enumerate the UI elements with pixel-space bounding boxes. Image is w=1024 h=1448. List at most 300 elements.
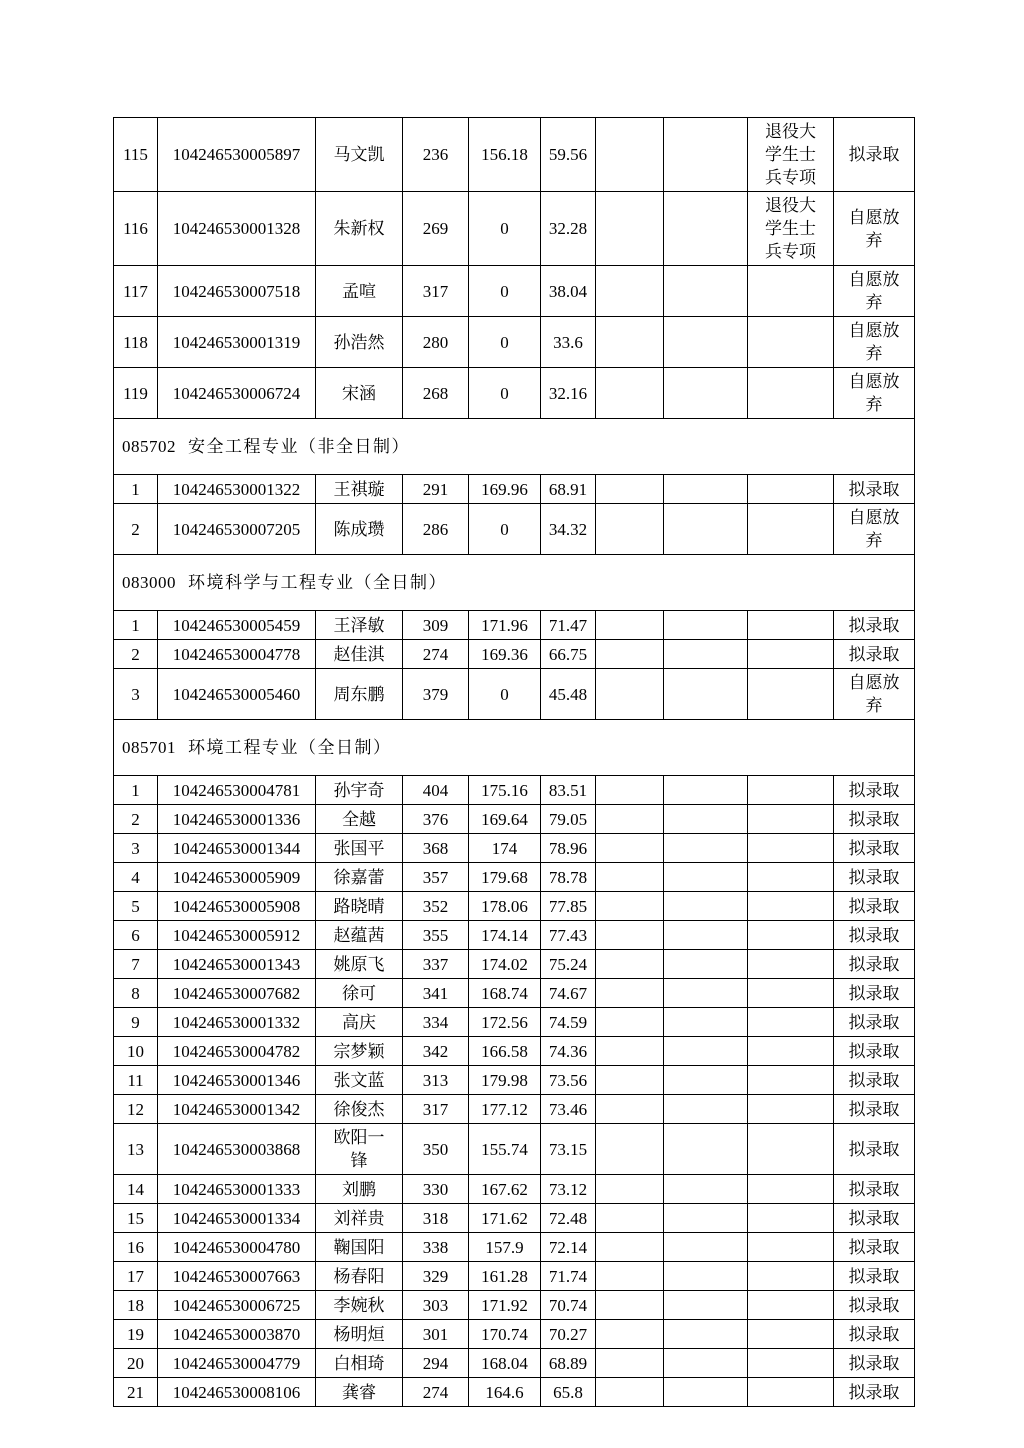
- cell-remark: [748, 950, 834, 979]
- cell-name: 赵蕴茜: [316, 921, 403, 950]
- cell-remark: [748, 979, 834, 1008]
- cell-weighted-score: 68.89: [541, 1349, 596, 1378]
- cell-result: 拟录取: [834, 1262, 915, 1291]
- cell-weighted-score: 79.05: [541, 805, 596, 834]
- cell-exam-id: 104246530006725: [158, 1291, 316, 1320]
- cell-initial-score: 318: [403, 1204, 469, 1233]
- cell-weighted-score: 78.78: [541, 863, 596, 892]
- cell-result: 拟录取: [834, 1175, 915, 1204]
- cell-empty-2: [664, 1124, 748, 1175]
- cell-name: 徐嘉蕾: [316, 863, 403, 892]
- cell-remark: [748, 1124, 834, 1175]
- cell-exam-id: 104246530001342: [158, 1095, 316, 1124]
- cell-result: 拟录取: [834, 1124, 915, 1175]
- cell-seq: 117: [114, 266, 158, 317]
- cell-retest-score: 178.06: [469, 892, 541, 921]
- cell-remark: [748, 1291, 834, 1320]
- section-header-row: [114, 555, 915, 611]
- cell-seq: 20: [114, 1349, 158, 1378]
- cell-seq: 8: [114, 979, 158, 1008]
- table-row: [114, 1095, 915, 1124]
- cell-exam-id: 104246530003868: [158, 1124, 316, 1175]
- cell-weighted-score: 73.12: [541, 1175, 596, 1204]
- cell-result: 自愿放弃: [834, 504, 915, 555]
- cell-exam-id: 104246530001319: [158, 317, 316, 368]
- cell-empty-1: [596, 892, 664, 921]
- cell-empty-1: [596, 950, 664, 979]
- cell-exam-id: 104246530004781: [158, 776, 316, 805]
- cell-seq: 2: [114, 640, 158, 669]
- cell-empty-1: [596, 805, 664, 834]
- cell-remark: [748, 776, 834, 805]
- cell-name: 全越: [316, 805, 403, 834]
- cell-retest-score: 174: [469, 834, 541, 863]
- cell-retest-score: 168.74: [469, 979, 541, 1008]
- cell-initial-score: 368: [403, 834, 469, 863]
- cell-result: 拟录取: [834, 921, 915, 950]
- cell-result: 拟录取: [834, 863, 915, 892]
- cell-empty-2: [664, 1037, 748, 1066]
- cell-empty-2: [664, 1204, 748, 1233]
- table-row: [114, 118, 915, 192]
- cell-empty-1: [596, 776, 664, 805]
- cell-retest-score: 175.16: [469, 776, 541, 805]
- cell-seq: 12: [114, 1095, 158, 1124]
- cell-weighted-score: 74.36: [541, 1037, 596, 1066]
- cell-name: 孙浩然: [316, 317, 403, 368]
- cell-exam-id: 104246530005912: [158, 921, 316, 950]
- cell-initial-score: 291: [403, 475, 469, 504]
- cell-result: 拟录取: [834, 1066, 915, 1095]
- cell-remark: [748, 805, 834, 834]
- cell-remark: [748, 475, 834, 504]
- cell-result: 拟录取: [834, 892, 915, 921]
- cell-empty-1: [596, 192, 664, 266]
- cell-seq: 1: [114, 776, 158, 805]
- cell-result: 拟录取: [834, 1095, 915, 1124]
- cell-name: 刘祥贵: [316, 1204, 403, 1233]
- section-program-code: 085701: [122, 738, 176, 757]
- cell-weighted-score: 33.6: [541, 317, 596, 368]
- cell-seq: 2: [114, 504, 158, 555]
- cell-weighted-score: 77.85: [541, 892, 596, 921]
- cell-initial-score: 268: [403, 368, 469, 419]
- cell-exam-id: 104246530007518: [158, 266, 316, 317]
- cell-empty-2: [664, 1349, 748, 1378]
- cell-empty-2: [664, 640, 748, 669]
- cell-name: 徐俊杰: [316, 1095, 403, 1124]
- cell-empty-1: [596, 118, 664, 192]
- cell-exam-id: 104246530007682: [158, 979, 316, 1008]
- table-row: [114, 1066, 915, 1095]
- cell-exam-id: 104246530001332: [158, 1008, 316, 1037]
- cell-empty-1: [596, 921, 664, 950]
- cell-initial-score: 341: [403, 979, 469, 1008]
- cell-remark: [748, 1233, 834, 1262]
- cell-weighted-score: 68.91: [541, 475, 596, 504]
- table-row: [114, 504, 915, 555]
- cell-initial-score: 236: [403, 118, 469, 192]
- cell-initial-score: 286: [403, 504, 469, 555]
- cell-exam-id: 104246530001328: [158, 192, 316, 266]
- table-row: [114, 1349, 915, 1378]
- cell-empty-2: [664, 834, 748, 863]
- cell-seq: 118: [114, 317, 158, 368]
- cell-result: 拟录取: [834, 776, 915, 805]
- cell-seq: 19: [114, 1320, 158, 1349]
- cell-exam-id: 104246530001346: [158, 1066, 316, 1095]
- cell-empty-2: [664, 979, 748, 1008]
- cell-empty-1: [596, 1008, 664, 1037]
- cell-empty-1: [596, 611, 664, 640]
- cell-name: 王祺璇: [316, 475, 403, 504]
- cell-initial-score: 274: [403, 1378, 469, 1407]
- cell-empty-1: [596, 1095, 664, 1124]
- section-header-cell: [114, 555, 915, 611]
- cell-empty-1: [596, 834, 664, 863]
- cell-initial-score: 376: [403, 805, 469, 834]
- table-row: [114, 892, 915, 921]
- table-row: [114, 1175, 915, 1204]
- cell-empty-2: [664, 1378, 748, 1407]
- table-row: [114, 475, 915, 504]
- cell-remark: [748, 863, 834, 892]
- cell-weighted-score: 74.59: [541, 1008, 596, 1037]
- cell-weighted-score: 45.48: [541, 669, 596, 720]
- cell-exam-id: 104246530004779: [158, 1349, 316, 1378]
- cell-empty-2: [664, 368, 748, 419]
- cell-initial-score: 355: [403, 921, 469, 950]
- cell-remark: [748, 1037, 834, 1066]
- cell-seq: 16: [114, 1233, 158, 1262]
- cell-remark: [748, 1378, 834, 1407]
- cell-empty-1: [596, 1233, 664, 1262]
- cell-result: 拟录取: [834, 475, 915, 504]
- cell-remark: [748, 368, 834, 419]
- cell-empty-1: [596, 979, 664, 1008]
- cell-empty-2: [664, 1233, 748, 1262]
- cell-exam-id: 104246530004780: [158, 1233, 316, 1262]
- section-program-code: 083000: [122, 573, 176, 592]
- cell-empty-2: [664, 1262, 748, 1291]
- cell-weighted-score: 34.32: [541, 504, 596, 555]
- table-row: [114, 1204, 915, 1233]
- cell-empty-1: [596, 1037, 664, 1066]
- cell-retest-score: 174.14: [469, 921, 541, 950]
- cell-retest-score: 156.18: [469, 118, 541, 192]
- cell-name: 龚睿: [316, 1378, 403, 1407]
- cell-name: 朱新权: [316, 192, 403, 266]
- cell-name: 徐可: [316, 979, 403, 1008]
- cell-retest-score: 169.36: [469, 640, 541, 669]
- cell-empty-1: [596, 640, 664, 669]
- cell-remark: [748, 669, 834, 720]
- cell-empty-1: [596, 669, 664, 720]
- cell-weighted-score: 75.24: [541, 950, 596, 979]
- cell-empty-1: [596, 368, 664, 419]
- table-row: [114, 950, 915, 979]
- section-header-cell: [114, 720, 915, 776]
- cell-empty-2: [664, 1008, 748, 1037]
- cell-seq: 13: [114, 1124, 158, 1175]
- cell-result: 拟录取: [834, 640, 915, 669]
- cell-initial-score: 350: [403, 1124, 469, 1175]
- cell-initial-score: 337: [403, 950, 469, 979]
- cell-remark: [748, 1320, 834, 1349]
- cell-empty-2: [664, 504, 748, 555]
- cell-seq: 11: [114, 1066, 158, 1095]
- cell-initial-score: 357: [403, 863, 469, 892]
- cell-exam-id: 104246530005459: [158, 611, 316, 640]
- table-body: [114, 118, 915, 1407]
- table-row: [114, 1262, 915, 1291]
- table-row: [114, 979, 915, 1008]
- section-program-title: 环境科学与工程专业（全日制）: [188, 573, 447, 592]
- cell-weighted-score: 73.46: [541, 1095, 596, 1124]
- cell-exam-id: 104246530007205: [158, 504, 316, 555]
- table-row: [114, 1037, 915, 1066]
- cell-name: 孟喧: [316, 266, 403, 317]
- cell-remark: [748, 834, 834, 863]
- cell-seq: 3: [114, 669, 158, 720]
- cell-seq: 18: [114, 1291, 158, 1320]
- cell-initial-score: 301: [403, 1320, 469, 1349]
- cell-weighted-score: 73.15: [541, 1124, 596, 1175]
- cell-retest-score: 171.92: [469, 1291, 541, 1320]
- cell-empty-2: [664, 317, 748, 368]
- cell-empty-2: [664, 611, 748, 640]
- cell-empty-1: [596, 1378, 664, 1407]
- cell-result: 拟录取: [834, 1320, 915, 1349]
- cell-exam-id: 104246530006724: [158, 368, 316, 419]
- table-row: [114, 1378, 915, 1407]
- table-row: [114, 611, 915, 640]
- table-row: [114, 805, 915, 834]
- cell-retest-score: 172.56: [469, 1008, 541, 1037]
- cell-exam-id: 104246530001336: [158, 805, 316, 834]
- cell-weighted-score: 74.67: [541, 979, 596, 1008]
- cell-result: 拟录取: [834, 1204, 915, 1233]
- cell-seq: 5: [114, 892, 158, 921]
- cell-result: 拟录取: [834, 1349, 915, 1378]
- cell-seq: 21: [114, 1378, 158, 1407]
- cell-weighted-score: 66.75: [541, 640, 596, 669]
- cell-initial-score: 329: [403, 1262, 469, 1291]
- cell-seq: 116: [114, 192, 158, 266]
- cell-empty-1: [596, 1175, 664, 1204]
- section-header-row: [114, 720, 915, 776]
- cell-initial-score: 303: [403, 1291, 469, 1320]
- cell-remark: [748, 611, 834, 640]
- cell-exam-id: 104246530001322: [158, 475, 316, 504]
- cell-empty-2: [664, 892, 748, 921]
- cell-name: 杨明烜: [316, 1320, 403, 1349]
- table-row: [114, 1124, 915, 1175]
- section-header-row: [114, 419, 915, 475]
- cell-seq: 14: [114, 1175, 158, 1204]
- cell-retest-score: 174.02: [469, 950, 541, 979]
- table-row: [114, 192, 915, 266]
- cell-empty-1: [596, 1320, 664, 1349]
- cell-retest-score: 171.62: [469, 1204, 541, 1233]
- cell-name: 周东鹏: [316, 669, 403, 720]
- cell-empty-2: [664, 1320, 748, 1349]
- cell-retest-score: 170.74: [469, 1320, 541, 1349]
- cell-name: 张文蓝: [316, 1066, 403, 1095]
- cell-result: 自愿放弃: [834, 317, 915, 368]
- cell-empty-2: [664, 950, 748, 979]
- cell-weighted-score: 72.14: [541, 1233, 596, 1262]
- table-row: [114, 921, 915, 950]
- cell-empty-1: [596, 504, 664, 555]
- cell-exam-id: 104246530001333: [158, 1175, 316, 1204]
- cell-name: 张国平: [316, 834, 403, 863]
- cell-weighted-score: 59.56: [541, 118, 596, 192]
- cell-remark: [748, 1066, 834, 1095]
- cell-remark: [748, 504, 834, 555]
- cell-empty-2: [664, 118, 748, 192]
- cell-name: 姚原飞: [316, 950, 403, 979]
- cell-initial-score: 317: [403, 266, 469, 317]
- cell-empty-1: [596, 863, 664, 892]
- cell-name: 陈成瓒: [316, 504, 403, 555]
- cell-empty-2: [664, 805, 748, 834]
- cell-exam-id: 104246530008106: [158, 1378, 316, 1407]
- cell-exam-id: 104246530004782: [158, 1037, 316, 1066]
- cell-name: 鞠国阳: [316, 1233, 403, 1262]
- cell-retest-score: 168.04: [469, 1349, 541, 1378]
- cell-result: 自愿放弃: [834, 192, 915, 266]
- cell-initial-score: 280: [403, 317, 469, 368]
- cell-retest-score: 161.28: [469, 1262, 541, 1291]
- cell-empty-2: [664, 776, 748, 805]
- cell-initial-score: 317: [403, 1095, 469, 1124]
- admission-results-table: [113, 117, 915, 1407]
- section-program-title: 环境工程专业（全日制）: [188, 738, 392, 757]
- cell-result: 拟录取: [834, 1008, 915, 1037]
- table-row: [114, 1008, 915, 1037]
- cell-weighted-score: 83.51: [541, 776, 596, 805]
- cell-weighted-score: 71.47: [541, 611, 596, 640]
- cell-empty-1: [596, 317, 664, 368]
- cell-remark: [748, 1095, 834, 1124]
- cell-initial-score: 352: [403, 892, 469, 921]
- cell-empty-1: [596, 1066, 664, 1095]
- cell-remark: [748, 1008, 834, 1037]
- cell-retest-score: 0: [469, 368, 541, 419]
- cell-empty-2: [664, 1291, 748, 1320]
- cell-remark: [748, 1349, 834, 1378]
- cell-empty-2: [664, 1175, 748, 1204]
- cell-retest-score: 179.68: [469, 863, 541, 892]
- cell-name: 李婉秋: [316, 1291, 403, 1320]
- cell-exam-id: 104246530005897: [158, 118, 316, 192]
- cell-empty-2: [664, 1095, 748, 1124]
- cell-empty-1: [596, 1262, 664, 1291]
- cell-exam-id: 104246530001344: [158, 834, 316, 863]
- cell-empty-2: [664, 1066, 748, 1095]
- cell-exam-id: 104246530005908: [158, 892, 316, 921]
- cell-weighted-score: 32.28: [541, 192, 596, 266]
- cell-seq: 1: [114, 611, 158, 640]
- cell-seq: 15: [114, 1204, 158, 1233]
- cell-initial-score: 404: [403, 776, 469, 805]
- cell-empty-1: [596, 475, 664, 504]
- cell-exam-id: 104246530001334: [158, 1204, 316, 1233]
- cell-initial-score: 309: [403, 611, 469, 640]
- cell-remark: 退役大学生士兵专项: [748, 118, 834, 192]
- cell-weighted-score: 73.56: [541, 1066, 596, 1095]
- cell-remark: [748, 1262, 834, 1291]
- cell-result: 拟录取: [834, 805, 915, 834]
- cell-result: 自愿放弃: [834, 669, 915, 720]
- cell-empty-1: [596, 1349, 664, 1378]
- cell-name: 杨春阳: [316, 1262, 403, 1291]
- cell-weighted-score: 71.74: [541, 1262, 596, 1291]
- cell-retest-score: 177.12: [469, 1095, 541, 1124]
- table-row: [114, 1233, 915, 1262]
- cell-name: 高庆: [316, 1008, 403, 1037]
- cell-remark: [748, 892, 834, 921]
- cell-initial-score: 269: [403, 192, 469, 266]
- cell-retest-score: 0: [469, 192, 541, 266]
- cell-result: 自愿放弃: [834, 266, 915, 317]
- cell-retest-score: 0: [469, 266, 541, 317]
- cell-seq: 1: [114, 475, 158, 504]
- cell-seq: 2: [114, 805, 158, 834]
- table-row: [114, 266, 915, 317]
- cell-exam-id: 104246530004778: [158, 640, 316, 669]
- cell-result: 拟录取: [834, 979, 915, 1008]
- cell-retest-score: 0: [469, 669, 541, 720]
- cell-empty-2: [664, 475, 748, 504]
- cell-seq: 10: [114, 1037, 158, 1066]
- cell-retest-score: 166.58: [469, 1037, 541, 1066]
- table-row: [114, 863, 915, 892]
- cell-empty-2: [664, 921, 748, 950]
- cell-retest-score: 155.74: [469, 1124, 541, 1175]
- cell-empty-2: [664, 266, 748, 317]
- cell-name: 孙宇奇: [316, 776, 403, 805]
- cell-result: 拟录取: [834, 1378, 915, 1407]
- cell-remark: [748, 266, 834, 317]
- table-row: [114, 317, 915, 368]
- table-row: [114, 776, 915, 805]
- cell-empty-2: [664, 669, 748, 720]
- cell-remark: [748, 1204, 834, 1233]
- cell-remark: [748, 317, 834, 368]
- cell-name: 白相琦: [316, 1349, 403, 1378]
- cell-initial-score: 294: [403, 1349, 469, 1378]
- cell-name: 马文凯: [316, 118, 403, 192]
- cell-empty-2: [664, 192, 748, 266]
- cell-result: 拟录取: [834, 1037, 915, 1066]
- cell-exam-id: 104246530001343: [158, 950, 316, 979]
- cell-initial-score: 313: [403, 1066, 469, 1095]
- cell-retest-score: 167.62: [469, 1175, 541, 1204]
- cell-name: 王泽敏: [316, 611, 403, 640]
- cell-exam-id: 104246530007663: [158, 1262, 316, 1291]
- cell-retest-score: 0: [469, 317, 541, 368]
- cell-empty-1: [596, 1291, 664, 1320]
- cell-name: 宋涵: [316, 368, 403, 419]
- section-program-title: 安全工程专业（非全日制）: [188, 437, 410, 456]
- cell-initial-score: 334: [403, 1008, 469, 1037]
- cell-empty-1: [596, 1124, 664, 1175]
- cell-weighted-score: 78.96: [541, 834, 596, 863]
- cell-initial-score: 338: [403, 1233, 469, 1262]
- cell-name: 赵佳淇: [316, 640, 403, 669]
